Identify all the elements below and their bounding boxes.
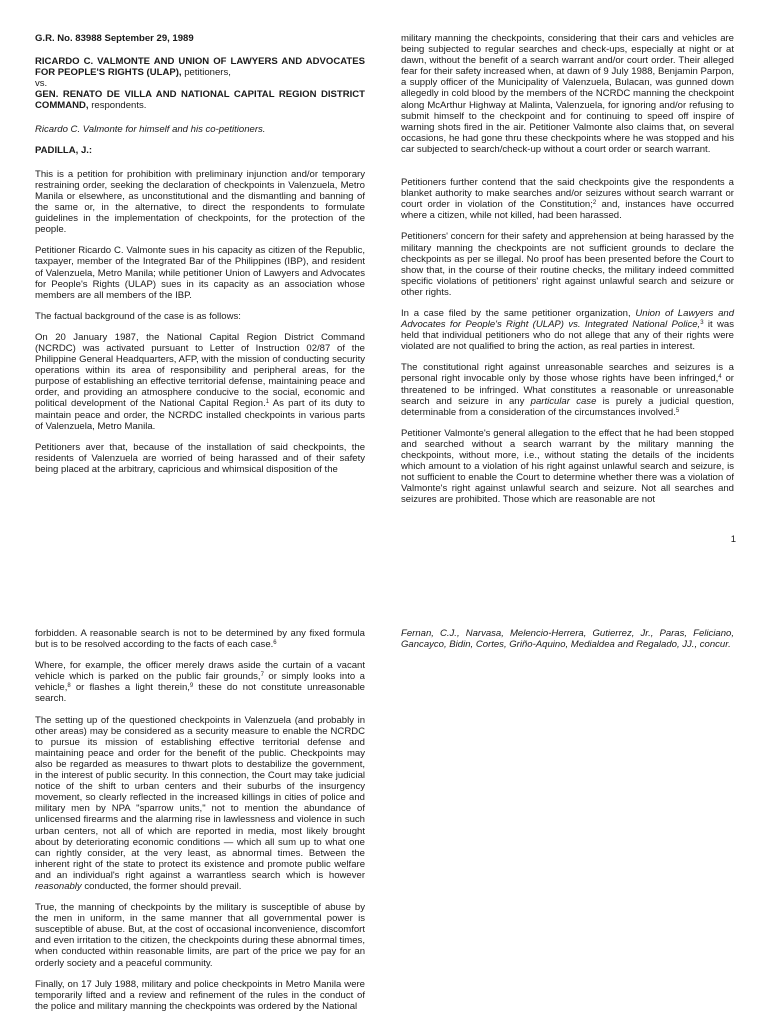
paragraph-text: or flashes a light therein, <box>70 682 190 694</box>
paragraph: Petitioners' concern for their safety and apprehension at being harassed by the military manning the checkpoints are not sufficient grounds to declare the checkpoints as per se illegal. No proof has been presented before the Court to show that, in the course of their routine checks, the military indeed committed specific violations of petitioners' right against unlawful search and seizure or other rights. <box>401 231 734 298</box>
paragraph: Petitioner Valmonte's general allegation to the effect that he had been stopped and searched without a search warrant by the military manning the checkpoints, without more, i.e., without stating the details of the incidents which amount to a violation of his right against unlawful search and seizure, is not sufficient to enable the Court to determine whether there was a violation of Valmonte's right against unlawful search and seizure. Not all searches and seizures are prohibited. Those which are reasonable are not <box>401 427 734 506</box>
footnote-ref: 5 <box>675 407 680 414</box>
ponente: PADILLA, J.: <box>35 144 93 156</box>
respondents-name: GEN. RENATO DE VILLA AND NATIONAL CAPITAL REGION DISTRICT COMMAND, <box>35 89 365 112</box>
paragraph <box>35 332 365 432</box>
paragraph-text: is purely a judicial question, determinable from a consideration of the circumstances involved. <box>401 395 734 418</box>
paragraph-text: conducted, the former should prevail. <box>81 880 242 892</box>
page-number: 1 <box>730 534 736 545</box>
paragraph-text: Petitioners further contend that the said checkpoints give the respondents a blanket authority to make searches and/or seizures without search warrant or court order in violation of the Constitution; <box>401 177 734 211</box>
paragraph <box>401 308 734 352</box>
paragraph-text: Where, for example, the officer merely draws aside the curtain of a vacant vehicle which is parked on the public fair grounds, <box>35 660 365 683</box>
page2-left-column <box>35 628 365 1012</box>
paragraph-text: or threatened to be infringed. What constitutes a reasonable or unreasonable search and seizure in any <box>401 373 734 407</box>
footnote-ref: 9 <box>189 683 194 690</box>
paragraph-text: forbidden. A reasonable search is not to be determined by any fixed formula but is to be resolved according to the facts of each case. <box>35 628 365 651</box>
case-parties <box>35 56 365 111</box>
paragraph <box>35 628 365 650</box>
footnote-ref: 1 <box>265 399 270 406</box>
page1-right-column <box>401 33 734 505</box>
page2-right-column <box>401 628 734 660</box>
case-citation: Union of Lawyers and Advocates for People's Right (ULAP) vs. Integrated National Police, <box>401 307 734 331</box>
paragraph <box>401 362 734 417</box>
paragraph-text: or simply looks into a vehicle, <box>35 671 365 694</box>
footnote-ref: 7 <box>260 672 264 679</box>
paragraph: Petitioner Ricardo C. Valmonte sues in his capacity as citizen of the Republic, taxpayer, member of the Integrated Bar of the Philippines (IBP), and resident of Valenzuela, Metro Manila; while petitioner Union of Lawyers and Advocates for People's Rights (ULAP) sues in its capacity as an association whose members are all members of the IBP. <box>35 245 365 301</box>
paragraph-text: and, instances have occurred where a citizen, while not killed, had been harassed. <box>401 199 734 222</box>
respondents-role: respondents. <box>88 100 147 112</box>
italic-text: reasonably <box>35 880 82 892</box>
italic-text: particular case <box>530 395 597 407</box>
footnote-ref: 2 <box>592 200 597 207</box>
paragraph: military manning the checkpoints, considering that their cars and vehicles are being subjected to regular searches and check-ups, especially at night or at dawn, without the benefit of a search warrant and/or court order. Their alleged fear for their safety increased when, at dawn of 9 July 1988, Benjamin Parpon, a supply officer of the Municipality of Valenzuela, Bulacan, was gunned down allegedly in cold blood by the members of the NCRDC manning the checkpoint along McArthur Highway at Malinta, Valenzuela, for ignoring and/or refusing to submit himself to the checkpoint and for continuing to speed off inspire of warning shots fired in the air. Petitioner Valmonte also claims that, on several occasions, he had gone thru these checkpoints where he was stopped and his car subjected to search/check-up without a court order or search warrant. <box>401 33 734 155</box>
paragraph: True, the manning of checkpoints by the military is susceptible of abuse by the men in uniform, in the same manner that all governmental power is susceptible of abuse. But, at the cost of occasional inconvenience, discomfort and even irritation to the citizen, the checkpoints during these abnormal times, when conducted within reasonable limits, are part of the price we pay for an orderly society and a peaceful community. <box>35 902 365 969</box>
paragraph-text: The setting up of the questioned checkpoints in Valenzuela (and probably in other areas) may be considered as a security measure to enable the NCRDC to pursue its mission of establishing effective territorial defense and maintaining peace and order for the benefit of the public. Checkpoints may also be regarded as measures to thwart plots to destabilize the government, in the interest of public security. In this connection, the Court may take judicial notice of the shift to urban centers and their suburbs of the insurgency movement, so clearly reflected in the increased killings in cities of police and military men by NPA "sparrow units," not to mention the abundance of unlicensed firearms and the alarming rise in lawlessness and violence in such urban centers, not all of which are reported in media, most likely brought about by deteriorating economic conditions — which all sum up to what one can rightly consider, at the very least, as abnormal times. Between the inherent right of the state to protect its existence and promote public welfare and an individual's right against a warrantless search which is however <box>35 714 365 881</box>
page1-left-column <box>35 33 365 475</box>
footnote-ref: 8 <box>67 683 71 690</box>
paragraph-text: The constitutional right against unreasonable searches and seizures is a personal right invocable only by those whose rights have been infringed, <box>401 362 734 385</box>
paragraph: Finally, on 17 July 1988, military and police checkpoints in Metro Manila were temporarily lifted and a review and refinement of the rules in the conduct of the police and military manning the checkpoints was ordered by the National <box>35 978 365 1012</box>
footnote-ref: 6 <box>273 640 277 647</box>
counsel-line: Ricardo C. Valmonte for himself and his co-petitioners. <box>35 123 266 135</box>
footnote-ref: 4 <box>718 374 722 381</box>
paragraph-text: On 20 January 1987, the National Capital Region District Command (NCRDC) was activated pursuant to Letter of Instruction 02/87 of the Philippine General Headquarters, AFP, with the mission of conducting security operations within its area of responsibility and peripheral areas, for the purpose of establishing an effective territorial defense, maintaining peace and order, and providing an atmosphere conducive to the social, economic and political development of the National Capital Region. <box>35 331 365 410</box>
paragraph <box>401 177 734 221</box>
paragraph <box>35 660 365 704</box>
paragraph: The factual background of the case is as follows: <box>35 310 241 322</box>
paragraph-text: it was held that individual petitioners who do not allege that any of their rights were violated are not qualified to bring the action, as real parties in interest. <box>401 319 734 353</box>
paragraph: Petitioners aver that, because of the installation of said checkpoints, the residents of Valenzuela are worried of being harassed and of their safety being placed at the arbitrary, capricious and whimsical disposition of the <box>35 441 365 475</box>
concurrence: Fernan, C.J., Narvasa, Melencio-Herrera, Gutierrez, Jr., Paras, Feliciano, Gancayco, Bidin, Cortes, Griño-Aquino, Medialdea and Regalado, JJ., concur. <box>401 628 734 651</box>
paragraph-text: these do not constitute unreasonable search. <box>35 682 365 705</box>
petitioners-role: petitioners, <box>181 67 231 79</box>
footnote-ref: 3 <box>700 320 704 327</box>
paragraph-text: As part of its duty to maintain peace and order, the NCRDC installed checkpoints in various parts of Valenzuela, Metro Manila. <box>35 398 365 432</box>
paragraph-text: In a case filed by the same petitioner organization, <box>401 307 636 319</box>
petitioners-name: RICARDO C. VALMONTE AND UNION OF LAWYERS AND ADVOCATES FOR PEOPLE'S RIGHTS (ULAP), <box>35 56 365 79</box>
paragraph: This is a petition for prohibition with preliminary injunction and/or temporary restraining order, seeking the declaration of checkpoints in Valenzuela, Metro Manila or elsewhere, as unconstitutional and the dismantling and banning of the same or, in the alternative, to direct the respondents to formulate guidelines in the implementation of checkpoints, for the protection of the people. <box>35 168 365 236</box>
paragraph <box>35 715 365 893</box>
case-number: G.R. No. 83988 September 29, 1989 <box>35 33 194 44</box>
versus: vs. <box>35 78 48 90</box>
